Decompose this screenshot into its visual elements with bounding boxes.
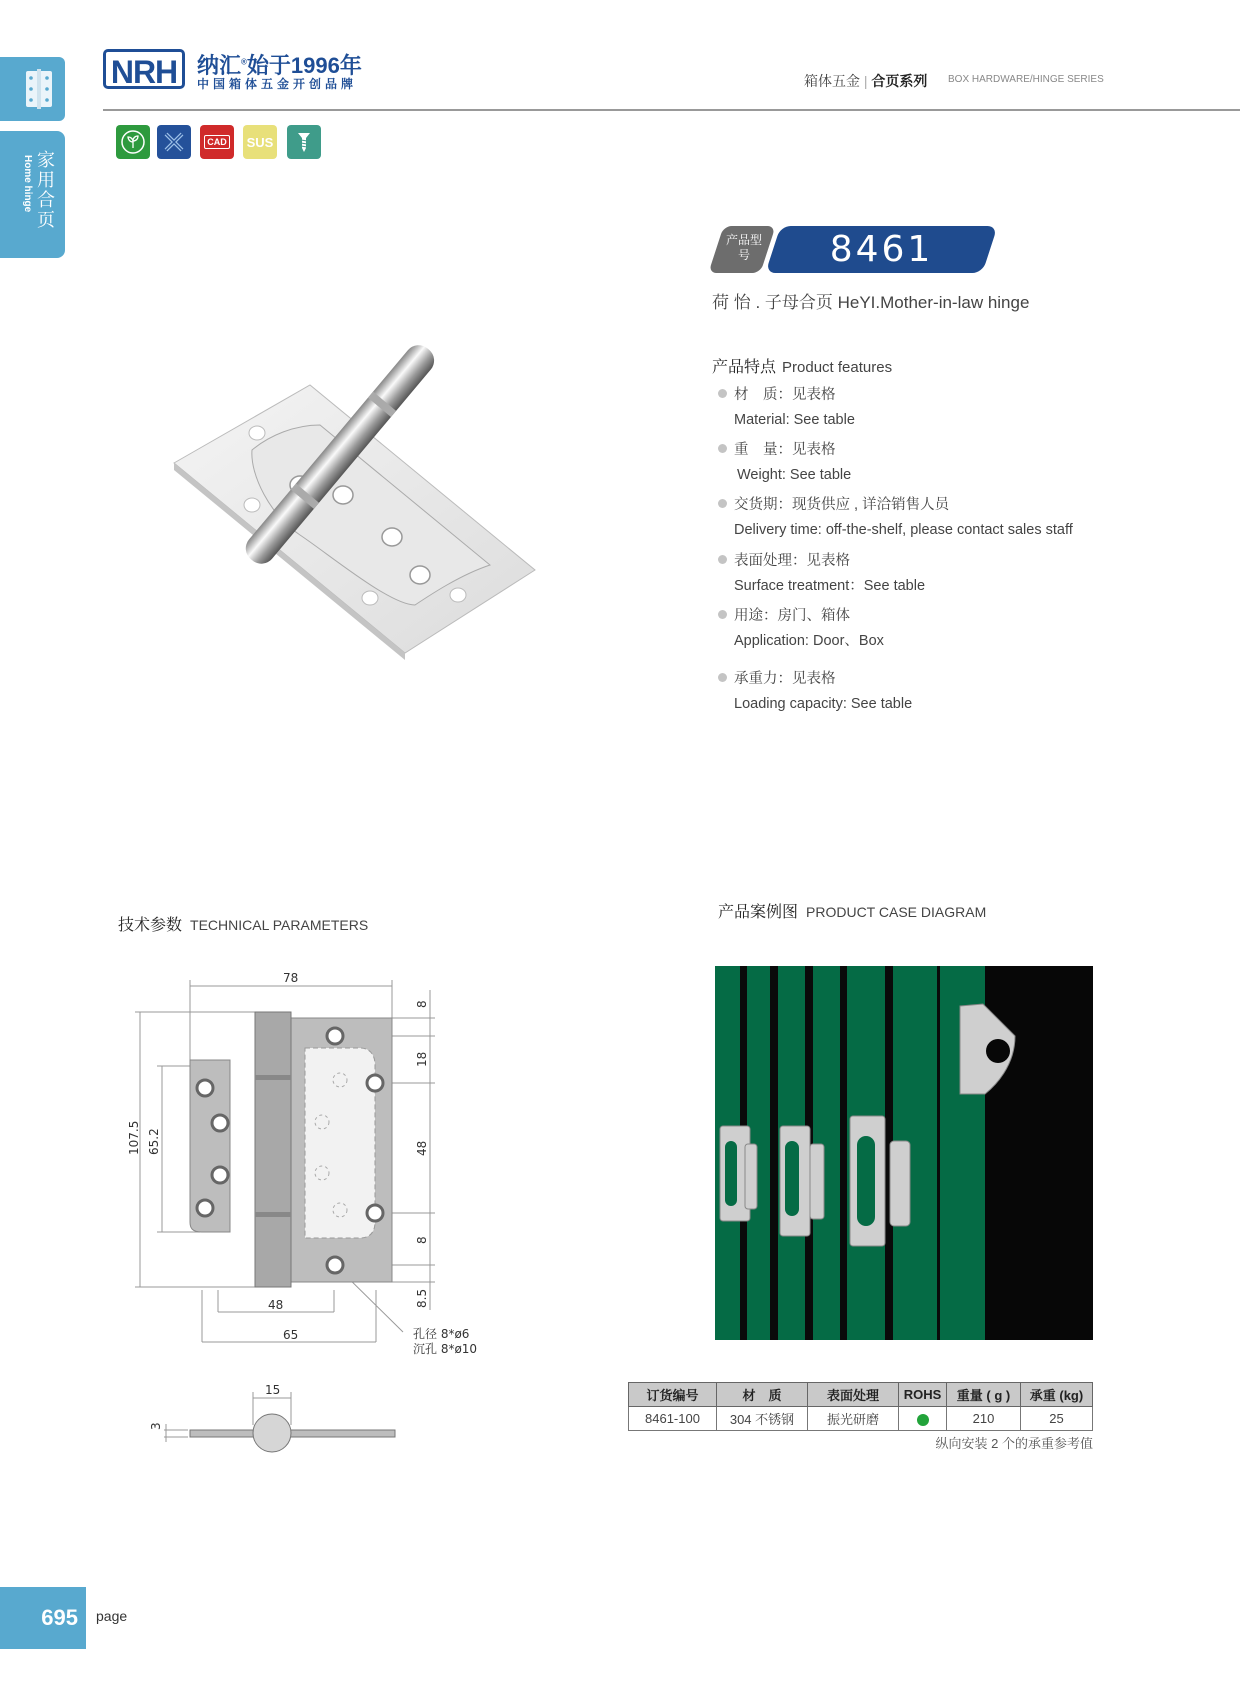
dim-hole-pitch-2: 48 [415,1140,429,1156]
eco-icon [116,125,150,159]
bullet-icon [718,444,727,453]
bullet-icon [718,673,727,682]
rohs-dot-icon [917,1414,929,1426]
cell-weight: 210 [947,1407,1021,1431]
brand-subtitle: 中国箱体五金开创品牌 [197,77,358,91]
hole-note-2: 沉孔 8*ø10 [413,1342,478,1356]
cell-load: 25 [1021,1407,1093,1431]
feature-item: 承重力：见表格 Loading capacity: See table [718,667,912,717]
bullet-icon [718,389,727,398]
hole-note-1: 孔径 8*ø6 [413,1327,470,1341]
product-name: 荷 怡 . 子母合页 HeYI.Mother-in-law hinge [712,293,1030,312]
dim-bottom-2: 65 [283,1328,299,1342]
cell-rohs [899,1407,947,1431]
category-breadcrumb: 箱体五金 | 合页系列 [804,73,928,89]
feature-item: 材 质：见表格 Material: See table [718,383,855,433]
case-photo [715,966,1093,1340]
sus-icon: SUS [243,125,277,159]
col-surface: 表面处理 [808,1383,899,1407]
feature-item: 交货期：现货供应 , 详洽销售人员 Delivery time: off-the-shelf, please contact sales staff [718,493,1073,543]
cad-icon: CAD [200,125,234,159]
door-hinges-photo [715,966,1093,1340]
col-load: 承重 (kg) [1021,1383,1093,1407]
tools-icon [157,125,191,159]
dim-hole-pitch-3: 8 [415,1236,429,1244]
technical-title: 技术参数 TECHNICAL PARAMETERS [118,917,369,934]
features-title: 产品特点 Product features [712,359,893,376]
col-weight: 重量 ( g ) [947,1383,1021,1407]
dim-width: 78 [283,971,299,985]
dim-thickness: 3 [149,1422,163,1430]
feature-item: 重 量：见表格 Weight: See table [718,438,851,488]
spec-table [628,1382,1093,1431]
side-view-drawing [140,1380,420,1460]
feature-item: 表面处理：见表格 Surface treatment：See table [718,549,925,599]
brand-title: 纳汇®始于1996年 [197,53,362,78]
dim-hole-pitch-1: 18 [415,1051,429,1067]
col-rohs: ROHS [899,1383,947,1407]
page-number: 695 [0,1587,86,1649]
hinge-icon [0,57,65,121]
table-note: 纵向安装 2 个的承重参考值 [935,1436,1093,1451]
product-image [160,335,580,665]
technical-drawing [120,960,500,1360]
nrh-logo: NRH [103,49,185,89]
cell-code: 8461-100 [629,1407,717,1431]
page-label: page [96,1608,128,1624]
feature-item: 用途：房门、箱体 Application: Door、Box [718,604,884,654]
dim-bottom-1: 48 [268,1298,284,1312]
dim-bottom-offset: 8.5 [415,1288,429,1308]
col-code: 订货编号 [629,1383,717,1407]
dim-top-offset: 8 [415,1000,429,1008]
table-header-row [629,1383,1093,1407]
side-tab-label-en: Home hinge [22,155,33,213]
hinge-category-tab[interactable] [0,57,65,121]
bullet-icon [718,499,727,508]
bullet-icon [718,610,727,619]
model-tag-label: 产品型号 [725,233,762,262]
cell-material: 304 不锈钢 [717,1407,808,1431]
header-divider [103,109,1240,111]
dim-leaf-height: 65.2 [147,1128,161,1155]
dim-knuckle: 15 [265,1383,281,1397]
cell-surface: 振光研磨 [808,1407,899,1431]
dim-height: 107.5 [127,1120,141,1155]
bullet-icon [718,555,727,564]
col-material: 材 质 [717,1383,808,1407]
screw-icon [287,125,321,159]
model-number: 8461 [829,229,934,270]
category-en: BOX HARDWARE/HINGE SERIES [948,74,1104,85]
case-title: 产品案例图 PRODUCT CASE DIAGRAM [718,904,987,921]
table-row [629,1407,1093,1431]
side-tab-label-cn: 家用合页 [35,150,55,230]
